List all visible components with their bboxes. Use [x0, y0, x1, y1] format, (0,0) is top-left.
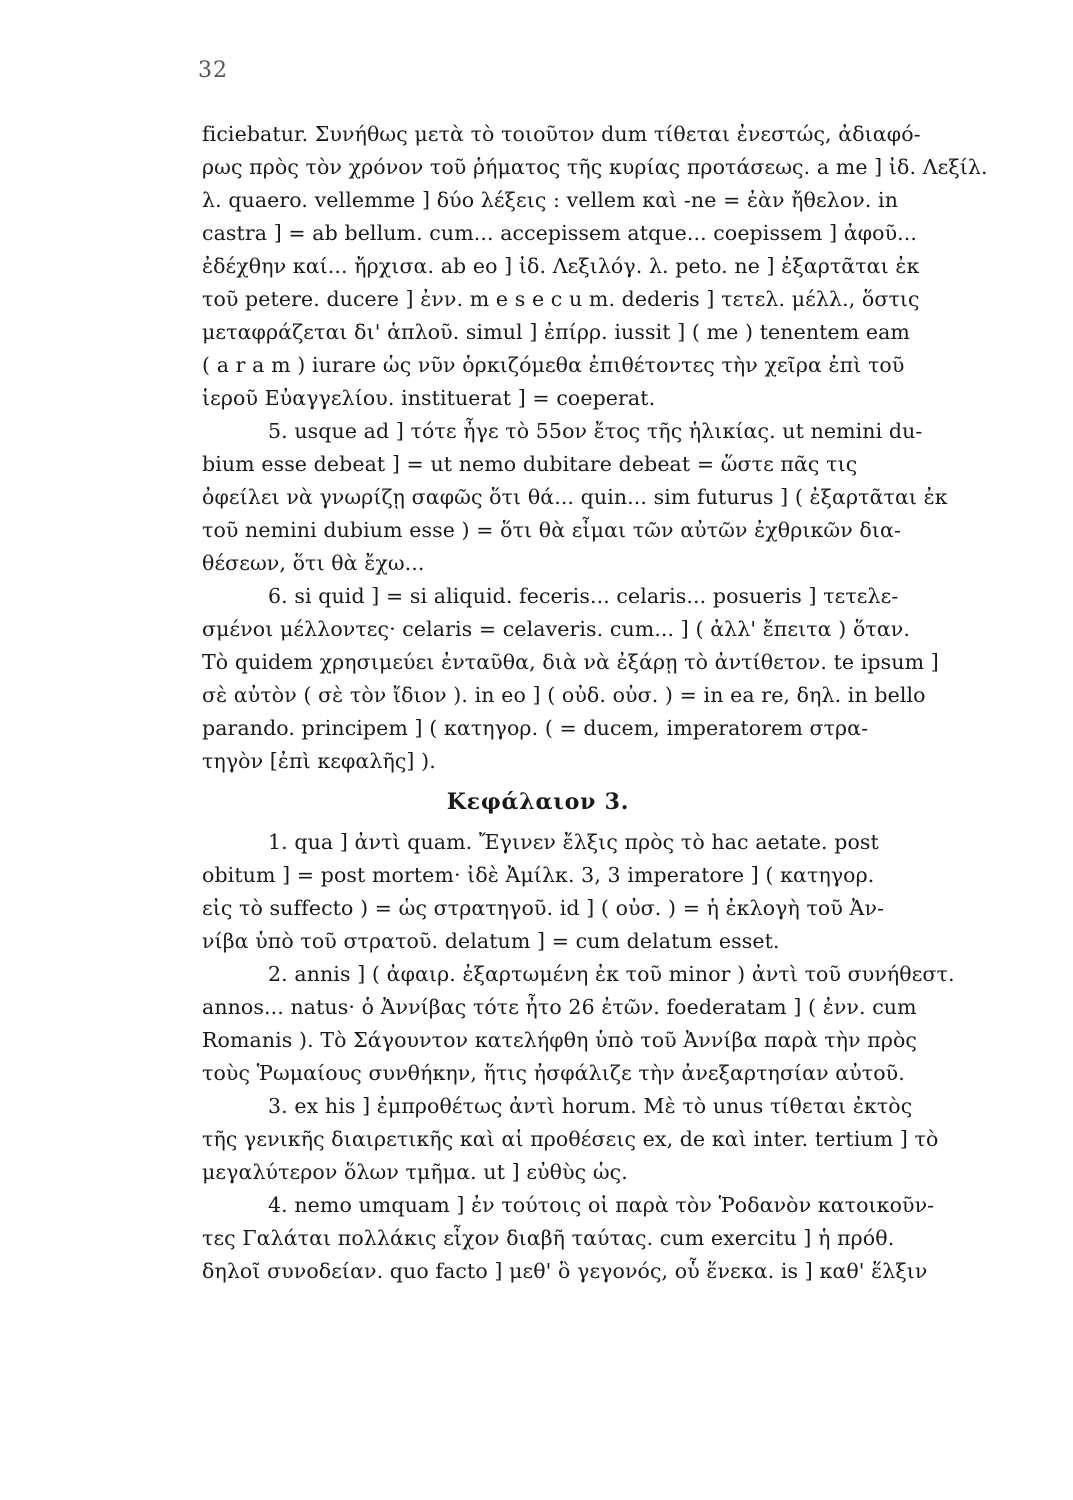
- text-line: 1. qua ] ἀντὶ quam. Ἔγινεν ἔλξις πρὸς τὸ hac aetate. post: [268, 830, 879, 854]
- commentary-text: [202, 118, 988, 1288]
- text-line: parando. principem ] ( κατηγορ. ( = ducem, imperatorem στρα-: [202, 716, 869, 740]
- text-line: σμένοι μέλλοντες· celaris = celaveris. cum... ] ( ἀλλ' ἔπειτα ) ὅταν.: [202, 617, 910, 641]
- text-line: μεγαλύτερον ὅλων τμῆμα. ut ] εὐθὺς ὡς.: [202, 1160, 628, 1184]
- text-line: θέσεων, ὅτι θὰ ἔχω...: [202, 551, 425, 575]
- text-line: 4. nemo umquam ] ἐν τούτοις οἱ παρὰ τὸν Ῥοδανὸν κατοικοῦν-: [268, 1193, 935, 1217]
- text-line: σὲ αὐτὸν ( σὲ τὸν ἴδιον ). in eo ] ( οὐδ. οὐσ. ) = in ea re, δηλ. in bello: [202, 683, 926, 707]
- text-line: castra ] = ab bellum. cum... accepissem atque... coepissem ] ἀφοῦ...: [202, 221, 918, 245]
- text-line: τες Γαλάται πολλάκις εἶχον διαβῆ ταύτας. cum exercitu ] ἡ πρόθ.: [202, 1226, 895, 1250]
- text-line: τοὺς Ῥωμαίους συνθήκην, ἥτις ἠσφάλιζε τὴν ἀνεξαρτησίαν αὐτοῦ.: [202, 1061, 905, 1085]
- text-line: annos... natus· ὁ Ἀννίβας τότε ἦτο 26 ἐτῶν. foederatam ] ( ἐνν. cum: [202, 995, 917, 1019]
- text-line: δηλοῖ συνοδείαν. quo facto ] μεθ' ὃ γεγονός, οὗ ἕνεκα. is ] καθ' ἕλξιν: [202, 1259, 928, 1283]
- text-line: ἐδέχθην καί... ἤρχισα. ab eo ] ἰδ. Λεξιλόγ. λ. peto. ne ] ἐξαρτᾶται ἐκ: [202, 254, 920, 278]
- text-line: τοῦ nemini dubium esse ) = ὅτι θὰ εἶμαι τῶν αὐτῶν ἐχθρικῶν δια-: [202, 518, 901, 542]
- text-line: Romanis ). Τὸ Σάγουντον κατελήφθη ὑπὸ τοῦ Ἀννίβα παρὰ τὴν πρὸς: [202, 1028, 918, 1052]
- text-line: 3. ex his ] ἐμπροθέτως ἀντὶ horum. Μὲ τὸ unus τίθεται ἐκτὸς: [268, 1094, 913, 1118]
- text-line: 5. usque ad ] τότε ἦγε τὸ 55ον ἔτος τῆς ἡλικίας. ut nemini du-: [268, 419, 923, 443]
- text-line: λ. quaero. vellemme ] δύο λέξεις : vellem καὶ -ne = ἐὰν ἤθελον. in: [202, 188, 899, 212]
- text-line: τηγὸν [ἐπὶ κεφαλῆς] ).: [202, 749, 436, 773]
- chapter-heading: Κεφάλαιον 3.: [446, 789, 630, 815]
- text-line: Τὸ quidem χρησιμεύει ἐνταῦθα, διὰ νὰ ἐξάρῃ τὸ ἀντίθετον. te ipsum ]: [202, 650, 939, 674]
- text-line: τοῦ petere. ducere ] ἐνν. m e s e c u m. dederis ] τετελ. μέλλ., ὅστις: [202, 287, 920, 311]
- text-line: ὀφείλει νὰ γνωρίζῃ σαφῶς ὅτι θά... quin... sim futurus ] ( ἐξαρτᾶται ἐκ: [202, 485, 948, 509]
- text-line: νίβα ὑπὸ τοῦ στρατοῦ. delatum ] = cum delatum esset.: [202, 929, 780, 953]
- text-line: εἰς τὸ suffecto ) = ὡς στρατηγοῦ. id ] ( οὐσ. ) = ἡ ἐκλογὴ τοῦ Ἀν-: [202, 896, 885, 920]
- text-line: 2. annis ] ( ἀφαιρ. ἐξαρτωμένη ἐκ τοῦ minor ) ἀντὶ τοῦ συνήθεστ.: [268, 962, 955, 986]
- text-line: 6. si quid ] = si aliquid. feceris... celaris... posueris ] τετελε-: [268, 584, 899, 608]
- page-number: 32: [198, 58, 228, 83]
- text-line: τῆς γενικῆς διαιρετικῆς καὶ αἱ προθέσεις ex, de καὶ inter. tertium ] τὸ: [202, 1127, 939, 1151]
- text-line: ρως πρὸς τὸν χρόνον τοῦ ῥήματος τῆς κυρίας προτάσεως. a me ] ἰδ. Λεξίλ.: [202, 155, 988, 179]
- text-line: ἱεροῦ Εὐαγγελίου. instituerat ] = coeperat.: [202, 386, 656, 410]
- text-line: ( a r a m ) iurare ὡς νῦν ὁρκιζόμεθα ἐπιθέτοντες τὴν χεῖρα ἐπὶ τοῦ: [202, 353, 905, 377]
- text-line: obitum ] = post mortem· ἰδὲ Ἀμίλκ. 3, 3 imperatore ] ( κατηγορ.: [202, 863, 875, 887]
- text-line: bium esse debeat ] = ut nemo dubitare debeat = ὥστε πᾶς τις: [202, 452, 858, 476]
- text-line: μεταφράζεται δι' ἁπλοῦ. simul ] ἐπίρρ. iussit ] ( me ) tenentem eam: [202, 320, 910, 344]
- text-line: ficiebatur. Συνήθως μετὰ τὸ τοιοῦτον dum τίθεται ἐνεστώς, ἀδιαφό-: [202, 122, 921, 146]
